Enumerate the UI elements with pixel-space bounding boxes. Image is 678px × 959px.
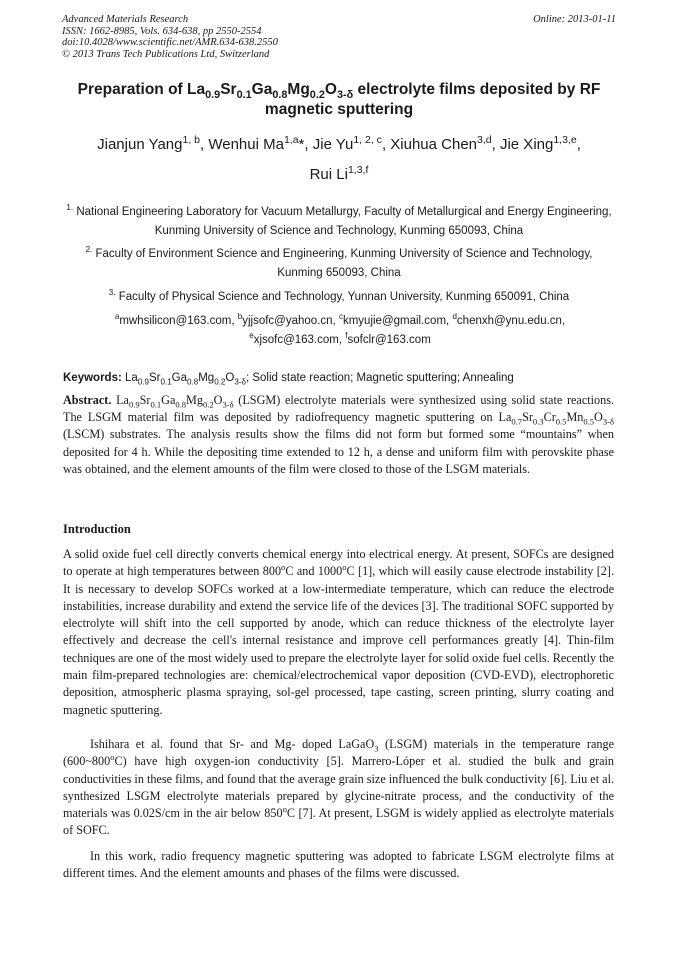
abstract-label: Abstract. — [63, 393, 112, 407]
journal-header — [62, 14, 482, 60]
email[interactable]: $^b$yjjsofc@yahoo.cn, — [237, 312, 336, 327]
author: Jianjun Yang$^{1, b}$ — [97, 134, 200, 153]
keywords-label: Keywords: — [63, 372, 122, 384]
email[interactable]: $^d$chenxh@ynu.edu.cn, — [452, 312, 566, 327]
email[interactable]: $^e$xjsofc@163.com, — [249, 331, 343, 346]
email[interactable]: $^c$kmyujie@gmail.com, — [338, 312, 450, 327]
intro-paragraph: Ishihara et al. found that Sr- and Mg- doped LaGaO$_3$ (LSGM) materials in the temperature range (600~800$^o$C) have high oxygen-ion conductivity [5]. Marrero-Lóper et al. studied the bulk and grain conductivities in these films, and found that the average grain size influenced the bulk conductivity [6]. Liu et al. synthesized LSGM electrolyte materials prepared by glycine-nitrate process, and the conductivity of the materials was 0.02S/cm in the air below 850$^o$C [7]. At present, LSGM is widely applied as electrolyte materials of SOFC. — [63, 737, 614, 838]
paper-title: Preparation of $La_{0.9}Sr_{0.1}Ga_{0.8}Mg_{0.2}O_{3-\delta}$ electrolyte films deposited by RF magnetic sputtering — [77, 81, 601, 118]
author: Wenhui Ma$^{1,a}$* — [208, 134, 305, 153]
copyright-line: © 2013 Trans Tech Publications Ltd, Switzerland — [62, 48, 270, 60]
online-date: Online: 2013-01-11 — [533, 14, 616, 25]
intro-paragraph: In this work, radio frequency magnetic sputtering was adopted to fabricate LSGM electrolyte films at different times. And the element amounts and phases of the films were discussed. — [63, 849, 614, 881]
journal-name: Advanced Materials Research — [62, 14, 189, 25]
author: Jie Xing$^{1,3,e}$ — [499, 134, 577, 153]
author: Jie Yu$^{1, 2, c}$ — [312, 134, 382, 153]
email-list — [70, 312, 610, 350]
author-list: Jianjun Yang$^{1, b}$, Wenhui Ma$^{1,a}$*, Jie Yu$^{1, 2, c}$, Xiuhua Chen$^{3,d}$, Jie Xing$^{1,3,e}$, Rui Li$^{1,3,f}$ — [97, 134, 581, 183]
author: Rui Li$^{1,3,f}$ — [309, 164, 369, 183]
doi-line: doi:10.4028/www.scientific.net/AMR.634-638.2550 — [62, 37, 278, 48]
section-heading: Introduction — [63, 522, 131, 536]
issn-line: ISSN: 1662-8985, Vols. 634-638, pp 2550-2554 — [62, 25, 262, 37]
keywords: Keywords: $La_{0.9}Sr_{0.1}Ga_{0.8}Mg_{0.2}O_{3-\delta}$; Solid state reaction; Magnetic sputtering; Annealing — [63, 372, 514, 387]
affiliation: $^{1.}$ National Engineering Laboratory for Vacuum Metallurgy, Faculty of Metallurgical and Energy Engineering, Kunming University of Science and Technology, Kunming 650093, China — [66, 203, 612, 237]
author: Xiuhua Chen$^{3,d}$ — [390, 134, 492, 153]
email[interactable]: $^a$mwhsilicon@163.com, — [114, 312, 235, 327]
email[interactable]: $^f$sofclr@163.com — [345, 331, 431, 346]
affiliation: $^{2.}$ Faculty of Environment Science and Engineering, Kunming University of Science and Technology, Kunming 650093, China — [85, 245, 593, 279]
affiliation: $^{3.}$ Faculty of Physical Science and Technology, Yunnan University, Kunming 650091, China — [108, 288, 570, 303]
intro-paragraph: A solid oxide fuel cell directly converts chemical energy into electrical energy. At present, SOFCs are designed to operate at high temperatures between 800$^o$C and 1000$^o$C [1], which will easily cause electrode instability [2]. It is necessary to develop SOFCs worked at a low-intermediate temperature, which can reduce the electrode instabilities, increase durability and extend the service life of the devices [3]. The traditional SOFC supported by electrolyte will shift into the cell supported by anode, which can reduce thickness of the electrolyte layer effectively and decrease the cell's internal resistance and improve cell performances greatly [4]. Thin-film techniques are one of the most widely used to prepare the electrolyte layer for solid oxide fuel cells. Recently the main film-prepared technologies are: chemical/electrochemical vapor deposition (CVD-EVD), electrophoretic deposition, atmospheric plasma spraying, sol-gel processed, tape casting, screen printing, slurry coating and magnetic sputtering. — [63, 547, 614, 717]
abstract: Abstract. $La_{0.9}Sr_{0.1}Ga_{0.8}Mg_{0.2}O_{3-\delta}$ (LSGM) electrolyte materials were synthesized using solid state reactions. The LSGM material film was deposited by radiofrequency magnetic sputtering on $La_{0.7}Sr_{0.3}Cr_{0.5}Mn_{0.5}O_{3-\delta}$ (LSCM) substrates. The analysis results show the films did not form but formed some “mountains” when deposited for 4 h. While the depositing time extended to 12 h, a dense and uniform film with perovskite phase was obtained, and the element amounts of the film were closed to those of the LSGM materials. — [63, 393, 614, 476]
